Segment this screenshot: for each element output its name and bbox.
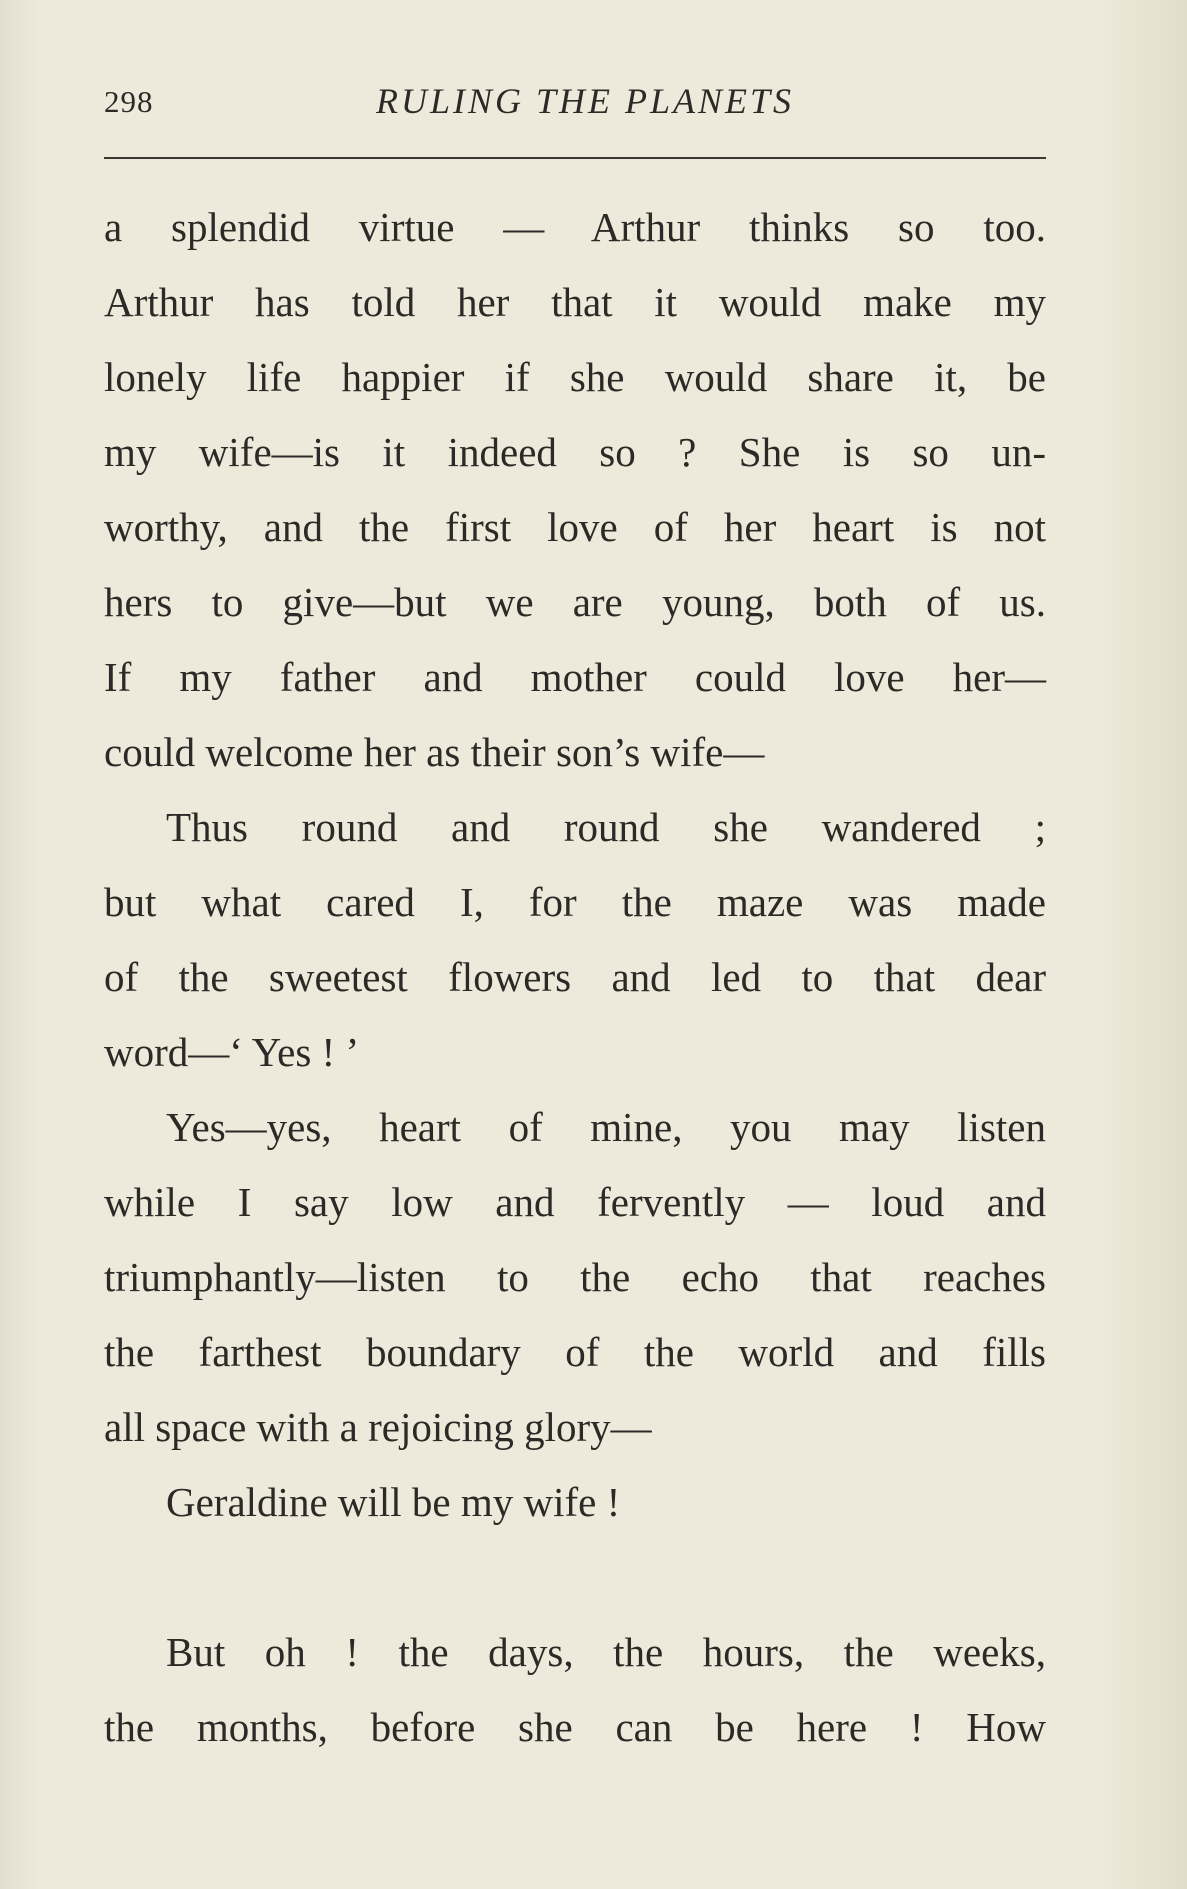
- text-line: the farthest boundary of the world and fills: [104, 1329, 1046, 1375]
- text-line: my wife—is it indeed so ? She is so un-: [104, 429, 1046, 475]
- text-line: could welcome her as their son’s wife—: [104, 729, 765, 775]
- body-text: [104, 190, 1046, 1765]
- text-line: word—‘ Yes ! ’: [104, 1029, 360, 1075]
- text-line: of the sweetest flowers and led to that dear: [104, 954, 1046, 1000]
- text-line: Yes—yes, heart of mine, you may listen: [166, 1104, 1046, 1150]
- text-line: but what cared I, for the maze was made: [104, 879, 1046, 925]
- text-line: a splendid virtue — Arthur thinks so too.: [104, 204, 1046, 250]
- text-line: the months, before she can be here ! How: [104, 1704, 1046, 1750]
- page-number: 298: [104, 84, 154, 119]
- text-line: all space with a rejoicing glory—: [104, 1404, 652, 1450]
- text-line: Thus round and round she wandered ;: [166, 804, 1046, 850]
- text-line: hers to give—but we are young, both of us.: [104, 579, 1046, 625]
- text-line: If my father and mother could love her—: [104, 654, 1046, 700]
- text-line: Geraldine will be my wife !: [166, 1479, 621, 1525]
- running-title: RULING THE PLANETS: [375, 81, 795, 121]
- page-header: [104, 80, 1046, 130]
- section-break: [104, 1540, 1046, 1615]
- text-line: while I say low and fervently — loud and: [104, 1179, 1046, 1225]
- text-line: worthy, and the first love of her heart is not: [104, 504, 1046, 550]
- text-line: But oh ! the days, the hours, the weeks,: [166, 1629, 1046, 1675]
- text-line: Arthur has told her that it would make my: [104, 279, 1046, 325]
- header-rule: [104, 157, 1046, 159]
- text-line: lonely life happier if she would share it, be: [104, 354, 1046, 400]
- text-line: triumphantly—listen to the echo that reaches: [104, 1254, 1046, 1300]
